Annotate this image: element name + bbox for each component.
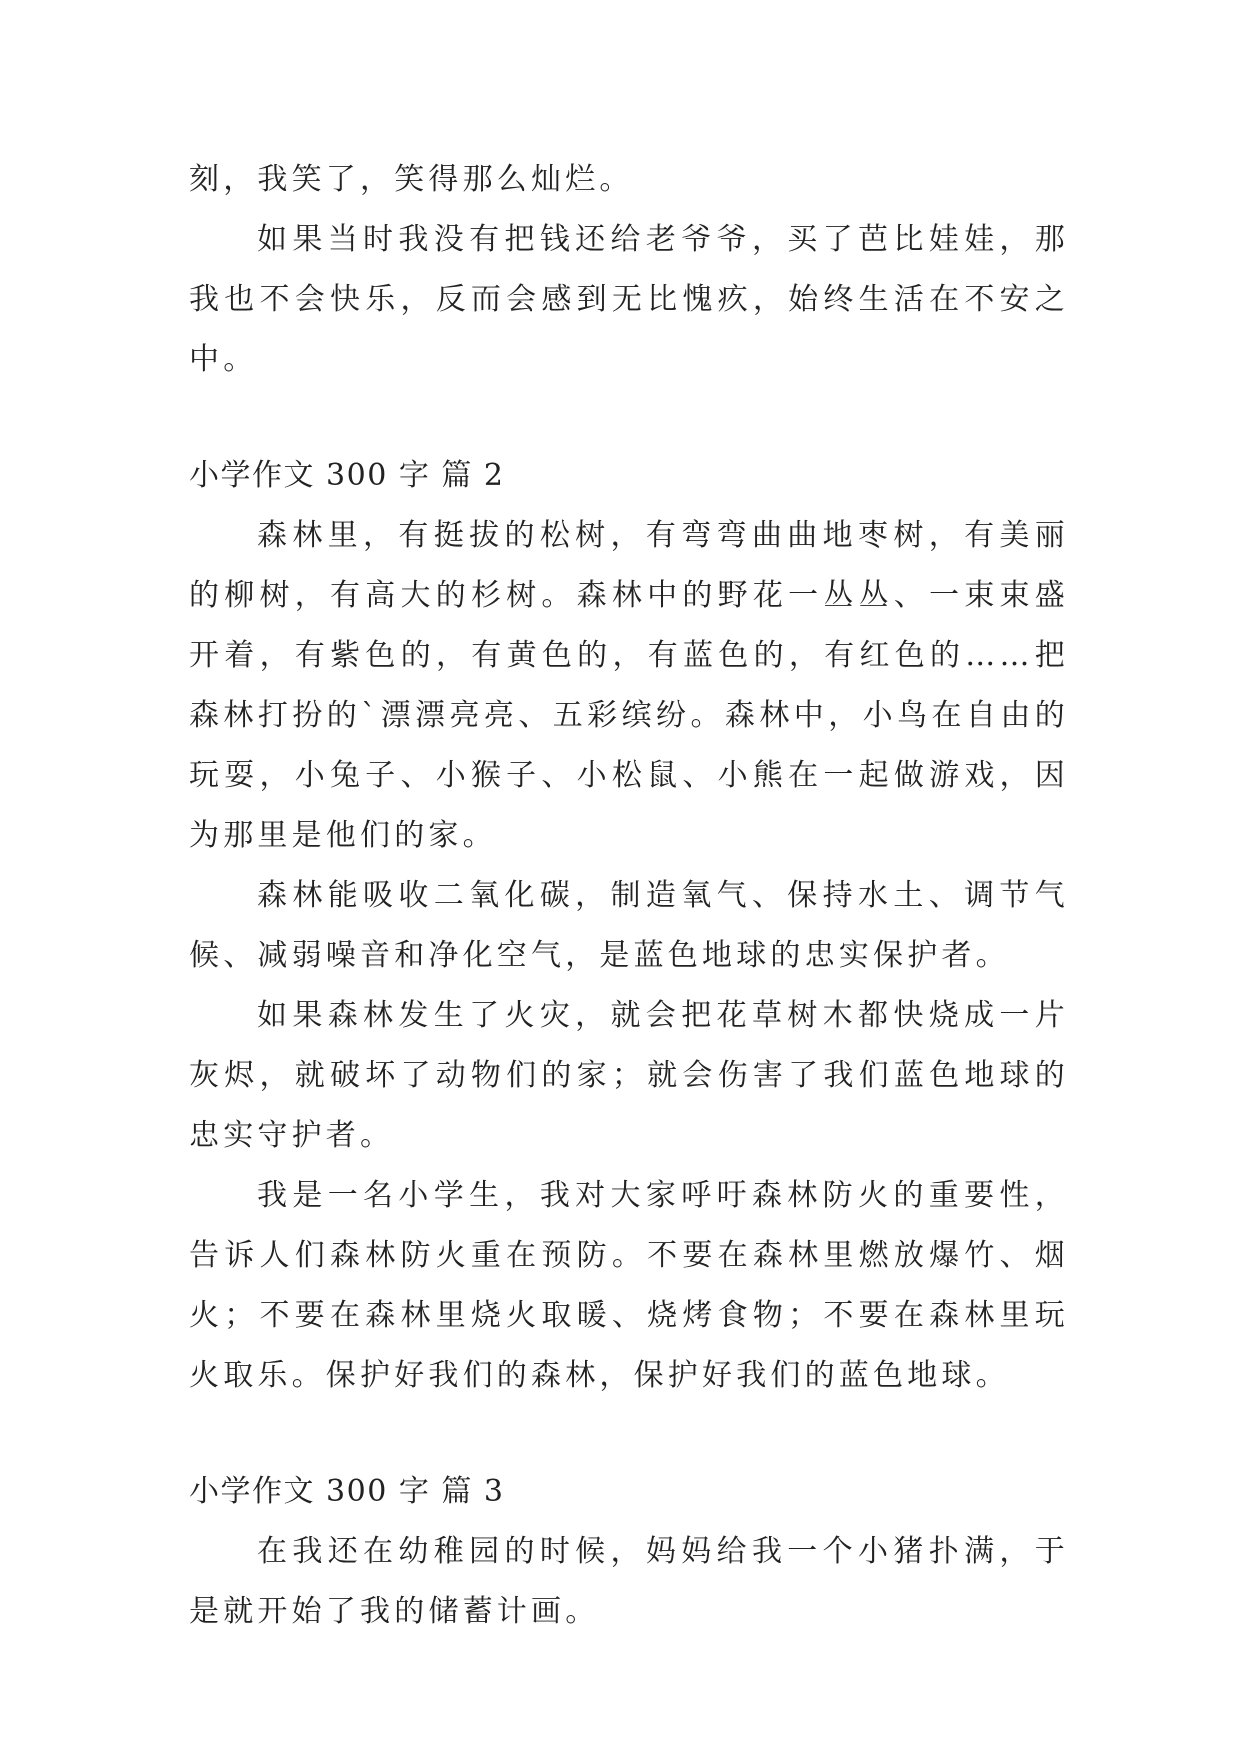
section-heading-2: 小学作文 300 字 篇 2 [189, 458, 505, 493]
paragraph-continued: 刻，我笑了，笑得那么灿烂。 [189, 162, 634, 197]
paragraph: 如果当时我没有把钱还给老爷爷，买了芭比娃娃，那我也不会快乐，反而会感到无比愧疚，始终生活在不安之中。 [189, 222, 1069, 377]
document-body [189, 150, 1069, 1642]
paragraph: 如果森林发生了火灾，就会把花草树木都快烧成一片灰烬，就破坏了动物们的家；就会伤害了我们蓝色地球的忠实守护者。 [189, 998, 1069, 1153]
paragraph: 在我还在幼稚园的时候，妈妈给我一个小猪扑满，于是就开始了我的储蓄计画。 [189, 1534, 1069, 1629]
paragraph: 森林里，有挺拔的松树，有弯弯曲曲地枣树，有美丽的柳树，有高大的杉树。森林中的野花一丛丛、一束束盛开着，有紫色的，有黄色的，有蓝色的，有红色的……把森林打扮的`漂漂亮亮、五彩缤纷。森林中，小鸟在自由的玩耍，小兔子、小猴子、小松鼠、小熊在一起做游戏，因为那里是他们的家。 [189, 518, 1069, 853]
paragraph: 我是一名小学生，我对大家呼吁森林防火的重要性，告诉人们森林防火重在预防。不要在森林里燃放爆竹、烟火；不要在森林里烧火取暖、烧烤食物；不要在森林里玩火取乐。保护好我们的森林，保护好我们的蓝色地球。 [189, 1178, 1069, 1393]
paragraph: 森林能吸收二氧化碳，制造氧气、保持水土、调节气候、减弱噪音和净化空气，是蓝色地球的忠实保护者。 [189, 878, 1069, 973]
section-heading-3: 小学作文 300 字 篇 3 [189, 1474, 505, 1509]
